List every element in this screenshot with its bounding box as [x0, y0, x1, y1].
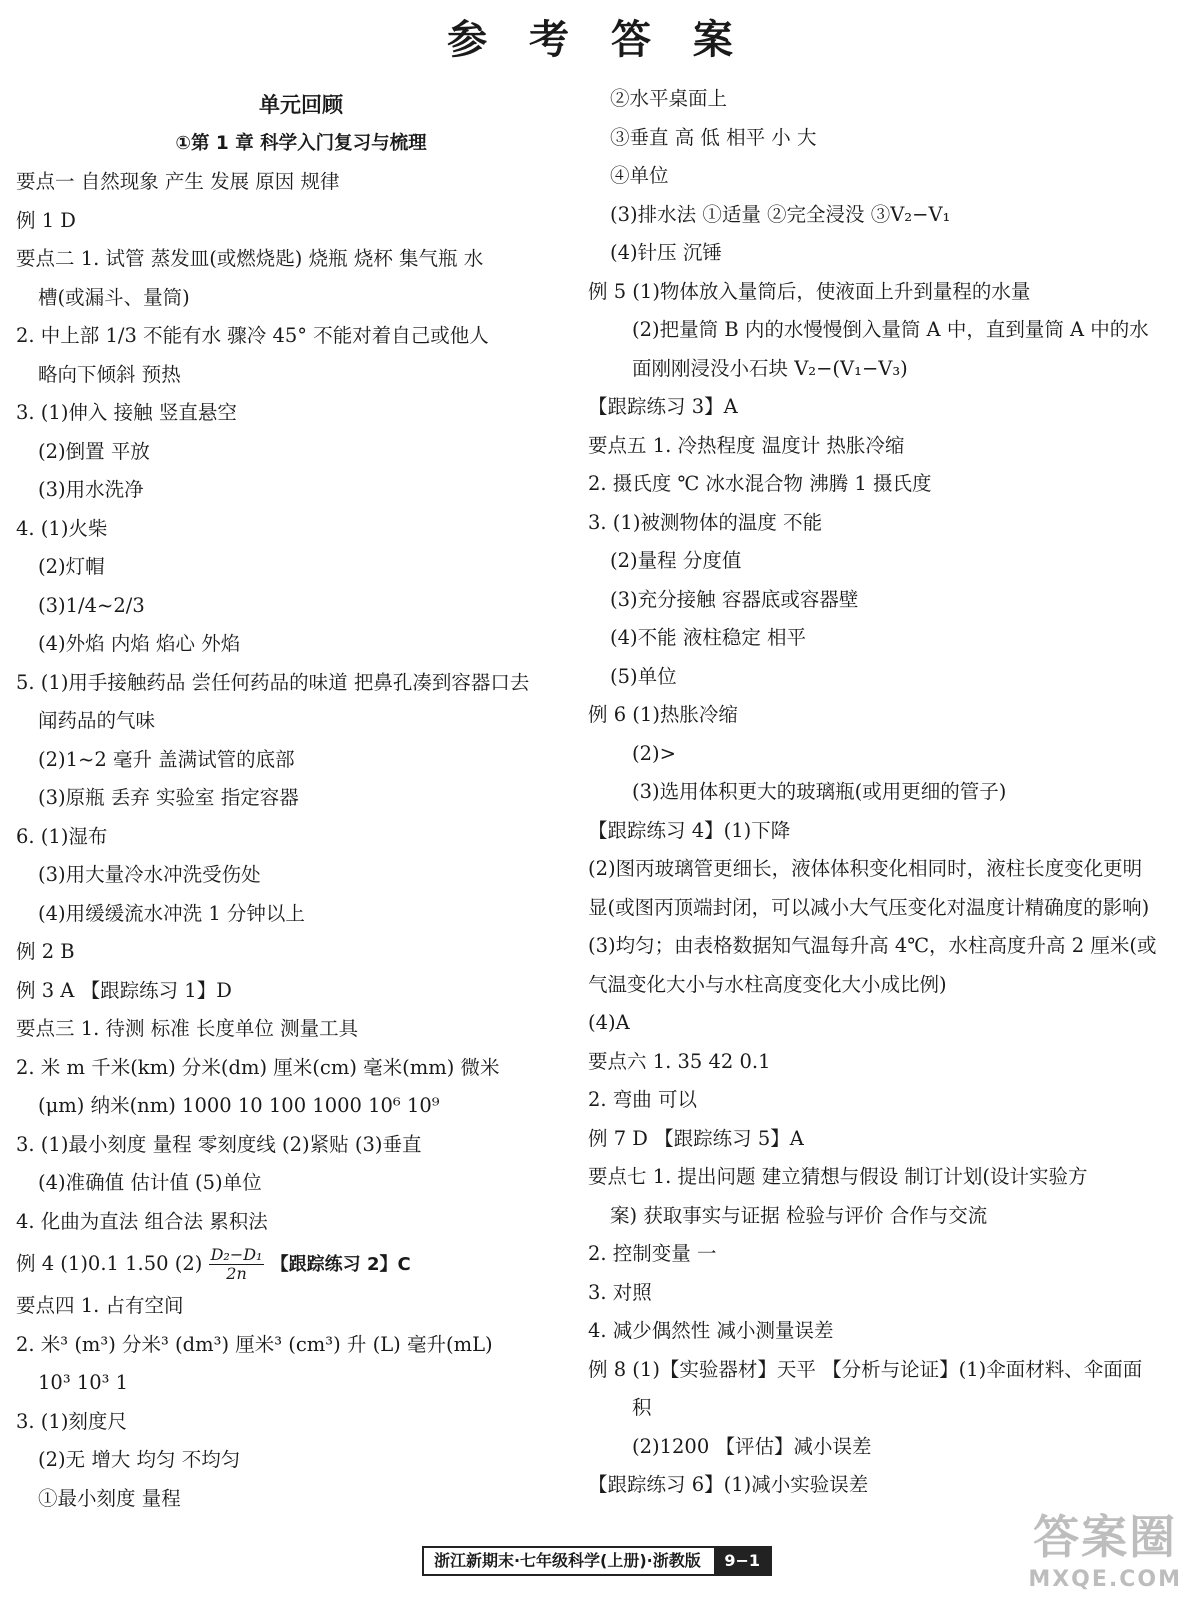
text-line: (2)灯帽 [38, 555, 105, 578]
text-line: (4)外焰 内焰 焰心 外焰 [38, 632, 241, 655]
text-line: (3)用大量冷水冲洗受伤处 [38, 863, 261, 886]
text-line: (2)量程 分度值 [610, 549, 742, 572]
text-line: ②水平桌面上 [610, 87, 728, 110]
text-line: 单元回顾 [259, 93, 343, 117]
text-line: 【跟踪练习 3】A [588, 395, 738, 418]
text-line: (3)均匀；由表格数据知气温每升高 4℃，水柱高度升高 2 厘米(或 [588, 934, 1157, 957]
text-line: ①第 1 章 科学入门复习与梳理 [175, 132, 427, 154]
text-line: (2)无 增大 均匀 不均匀 [38, 1448, 241, 1471]
text-line: 2. 控制变量 一 [588, 1242, 717, 1265]
text-line: 【跟踪练习 6】(1)减小实验误差 [588, 1473, 869, 1496]
text-line: (3)用水洗净 [38, 478, 144, 501]
text-line: 例 5 (1)物体放入量筒后，使液面上升到量程的水量 [588, 279, 1031, 303]
text-line: 例 1 D [16, 208, 76, 232]
text-line: (3)排水法 ①适量 ②完全浸没 ③V₂−V₁ [610, 202, 951, 226]
text-line: 3. (1)最小刻度 量程 零刻度线 (2)紧贴 (3)垂直 [16, 1132, 422, 1156]
text-line: ③垂直 高 低 相平 小 大 [610, 125, 817, 149]
text-line: 要点七 1. 提出问题 建立猜想与假设 制订计划(设计实验方 [588, 1165, 1088, 1188]
text-line: 显(或图丙顶端封闭，可以减小大气压变化对温度计精确度的影响) [588, 895, 1150, 919]
text-line: 2. 米³ (m³) 分米³ (dm³) 厘米³ (cm³) 升 (L) 毫升(mL) [16, 1332, 493, 1356]
text-line: 要点二 1. 试管 蒸发皿(或燃烧匙) 烧瓶 烧杯 集气瓶 水 [16, 247, 484, 270]
watermark-logo: 答案圈 [1033, 1510, 1178, 1564]
text-line: 10³ 10³ 1 [38, 1371, 129, 1394]
text-line: (2)图丙玻璃管更细长，液体体积变化相同时，液柱长度变化更明 [588, 857, 1143, 880]
text-line: 【跟踪练习 4】(1)下降 [588, 818, 791, 842]
text-line: 4. (1)火柴 [16, 516, 108, 540]
text-line: 5. (1)用手接触药品 尝任何药品的味道 把鼻孔凑到容器口去 [16, 670, 530, 694]
fraction-numerator: D₂−D₁ [210, 1245, 263, 1264]
left-column [16, 86, 586, 1518]
example-4-practice: 【跟踪练习 2】C [270, 1254, 411, 1275]
text-line: 例 6 (1)热胀冷缩 [588, 703, 738, 726]
watermark-url: MXQE.COM [1028, 1567, 1182, 1592]
text-line: 例 2 B [16, 940, 75, 963]
page-number: 9−1 [714, 1548, 770, 1574]
text-line: ④单位 [610, 164, 669, 187]
footer [0, 1546, 1194, 1576]
text-line: (2)倒置 平放 [38, 439, 150, 463]
footer-label [422, 1546, 772, 1576]
text-line: 要点四 1. 占有空间 [16, 1294, 184, 1317]
footer-text: 浙江新期末·七年级科学(上册)·浙教版 [433, 1551, 701, 1570]
example-4-text: 例 4 (1)0.1 1.50 (2) [16, 1252, 203, 1275]
text-line: 2. 摄氏度 ℃ 冰水混合物 沸腾 1 摄氏度 [588, 472, 932, 495]
text-line: (3)1/4~2/3 [38, 593, 145, 617]
text-line: 4. 化曲为直法 组合法 累积法 [16, 1209, 268, 1233]
text-line: 3. (1)伸入 接触 竖直悬空 [16, 401, 237, 424]
text-line: 要点三 1. 待测 标准 长度单位 测量工具 [16, 1017, 359, 1040]
text-line: (3)充分接触 容器底或容器壁 [610, 587, 859, 611]
text-line: 气温变化大小与水柱高度变化大小成比例) [588, 972, 947, 996]
text-line: 2. 米 m 千米(km) 分米(dm) 厘米(cm) 毫米(mm) 微米 [16, 1055, 500, 1079]
text-line: (5)单位 [610, 664, 677, 688]
text-line: 例 7 D 【跟踪练习 5】A [588, 1126, 804, 1150]
text-line: 积 [632, 1396, 652, 1419]
text-line: 2. 中上部 1/3 不能有水 骤冷 45° 不能对着自己或他人 [16, 324, 489, 347]
text-line: 要点六 1. 35 42 0.1 [588, 1049, 771, 1073]
text-line: 3. 对照 [588, 1280, 652, 1304]
text-line: 3. (1)被测物体的温度 不能 [588, 510, 823, 534]
fraction-denominator: 2n [226, 1264, 247, 1283]
text-line: (4)准确值 估计值 (5)单位 [38, 1171, 262, 1194]
right-column [588, 80, 1158, 1505]
text-line: ①最小刻度 量程 [38, 1486, 181, 1510]
text-line: (2)1~2 毫升 盖满试管的底部 [38, 747, 295, 771]
text-line: (μm) 纳米(nm) 1000 10 100 1000 10⁶ 10⁹ [38, 1094, 440, 1117]
text-line: (4)针压 沉锤 [610, 241, 722, 264]
fraction [209, 1246, 265, 1283]
text-line: 案) 获取事实与证据 检验与评价 合作与交流 [610, 1203, 988, 1227]
watermark [1028, 1501, 1182, 1592]
text-line: (4)用缓缓流水冲洗 1 分钟以上 [38, 901, 305, 925]
text-line: (3)选用体积更大的玻璃瓶(或用更细的管子) [632, 780, 1007, 803]
text-line: 要点五 1. 冷热程度 温度计 热胀冷缩 [588, 433, 905, 457]
text-line: 略向下倾斜 预热 [38, 362, 181, 386]
text-line: 例 3 A 【跟踪练习 1】D [16, 978, 232, 1002]
text-line: (4)A [588, 1011, 630, 1034]
text-line: 槽(或漏斗、量筒) [38, 285, 190, 309]
left-lines [16, 86, 586, 1241]
text-line: 3. (1)刻度尺 [16, 1409, 127, 1433]
text-line: (4)不能 液柱稳定 相平 [610, 626, 807, 649]
text-line: 闻药品的气味 [38, 709, 156, 732]
text-line: 例 8 (1)【实验器材】天平 【分析与论证】(1)伞面材料、伞面面 [588, 1357, 1143, 1381]
text-line: 要点一 自然现象 产生 发展 原因 规律 [16, 170, 340, 193]
text-line: (3)原瓶 丢弃 实验室 指定容器 [38, 786, 299, 809]
text-line: (2)把量筒 B 内的水慢慢倒入量筒 A 中，直到量筒 A 中的水 [632, 318, 1149, 341]
text-line: 6. (1)湿布 [16, 824, 108, 848]
text-line: 面刚刚浸没小石块 V₂−(V₁−V₃) [632, 356, 908, 380]
right-lines [588, 80, 1158, 1505]
text-line: (2)> [632, 741, 676, 765]
left-lines-continued [16, 1287, 586, 1518]
page-title: 参 考 答 案 [447, 17, 747, 63]
example-4-line [16, 1241, 586, 1287]
text-line: (2)1200 【评估】减小误差 [632, 1434, 872, 1458]
text-line: 2. 弯曲 可以 [588, 1088, 698, 1111]
text-line: 4. 减少偶然性 减小测量误差 [588, 1319, 834, 1342]
